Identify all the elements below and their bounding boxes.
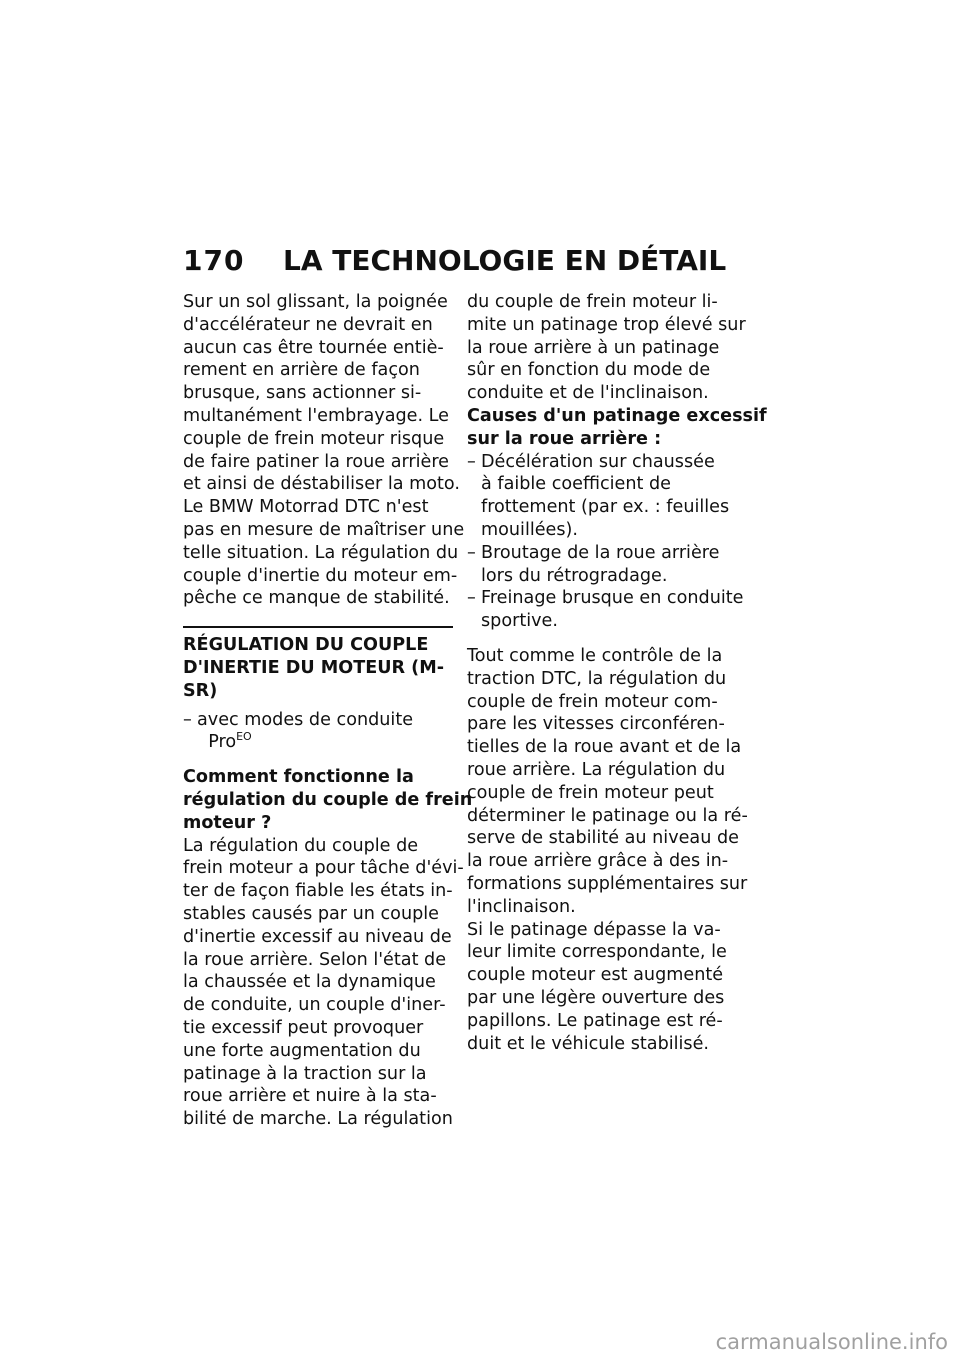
result-paragraph [467,919,742,1056]
text-line: une forte augmentation du [183,1040,421,1061]
text-line: leur limite correspondante, le [467,942,727,963]
bullet-dash: – [467,588,476,609]
subheading-line: régulation du couple de frein [183,789,473,810]
intro-paragraph [183,291,465,610]
text-line: conduite et de l'inclinaison. [467,383,709,404]
text-line: ter de façon fiable les états in- [183,881,453,902]
heading-line: sur la roue arrière : [467,428,662,449]
text-line: sûr en fonction du mode de [467,360,711,381]
text-line: rement en arrière de façon [183,360,420,381]
left-column [183,291,473,1131]
bullet-text: avec modes de conduite [197,709,414,730]
text-line: Tout comme le contrôle de la [467,645,723,666]
text-line: stables causés par un couple [183,903,439,924]
bullet-text: frottement (par ex. : feuilles [481,497,730,518]
bullet-text: Broutage de la roue arrière [481,542,720,563]
text-line: de conduite, un couple d'iner- [183,995,446,1016]
watermark-text: carmanualsonline.info [715,1330,948,1354]
text-line: la chaussée et la dynamique [183,972,436,993]
text-line: tielles de la roue avant et de la [467,737,742,758]
heading-line: RÉGULATION DU COUPLE [183,635,429,656]
text-line: Le BMW Motorrad DTC n'est [183,497,429,518]
cause-item [467,451,742,542]
text-line: mite un patinage trop élevé sur [467,314,746,335]
bullet-dash: – [183,709,192,730]
text-line: pare les vitesses circonféren- [467,714,725,735]
body-paragraph [183,835,464,1131]
text-line: La régulation du couple de [183,835,419,856]
page-number: 170 [183,244,245,277]
bullet-text: mouillées). [481,519,578,540]
right-column [467,291,767,1055]
heading-line: D'INERTIE DU MOTEUR (M- [183,657,445,678]
section-title: LA TECHNOLOGIE EN DÉTAIL [283,244,727,277]
text-line: tie excessif peut provoquer [183,1017,424,1038]
heading-line: Causes d'un patinage excessif [467,405,767,426]
bullet-text: sportive. [481,611,558,632]
text-line: pêche ce manque de stabilité. [183,588,450,609]
comparison-paragraph [467,645,748,919]
text-line: pas en mesure de maîtriser une [183,519,465,540]
cause-item [467,542,742,588]
text-line: du couple de frein moteur li- [467,292,718,312]
text-line: par une légère ouverture des [467,987,725,1008]
text-line: couple de frein moteur peut [467,782,714,803]
bullet-text: à faible coefficient de [481,474,672,495]
subheading [183,766,473,834]
text-line: roue arrière et nuire à la sta- [183,1086,437,1107]
text-line: duit et le véhicule stabilisé. [467,1033,709,1054]
text-line: de faire patiner la roue arrière [183,451,450,472]
text-line: serve de stabilité au niveau de [467,828,739,849]
text-line: brusque, sans actionner si- [183,383,422,404]
causes-heading [467,405,767,451]
mode-name: Pro [208,732,237,753]
text-line: couple de frein moteur com- [467,691,718,712]
text-line: formations supplémentaires sur [467,873,748,894]
text-line: d'inertie excessif au niveau de [183,926,452,947]
text-line: aucun cas être tournée entiè- [183,337,444,358]
text-line: papillons. Le patinage est ré- [467,1010,723,1031]
option-superscript: EO [236,730,252,744]
subheading-line: moteur ? [183,812,272,833]
subheading-line: Comment fonctionne la [183,767,414,788]
text-line: couple moteur est augmenté [467,965,724,986]
text-line: multanément l'embrayage. Le [183,405,449,426]
text-line: la roue arrière. Selon l'état de [183,949,447,970]
bullet-text: Freinage brusque en conduite [481,588,744,609]
bullet-text: lors du rétrogradage. [481,565,668,586]
text-line: d'accélérateur ne devrait en [183,314,433,335]
text-line: la roue arrière grâce à des in- [467,851,729,872]
bullet-dash: – [467,451,476,472]
section-heading [183,626,453,702]
text-line: telle situation. La régulation du [183,542,459,563]
text-line: l'inclinaison. [467,896,576,917]
heading-line: SR) [183,680,218,701]
text-line: Si le patinage dépasse la va- [467,919,721,940]
option-bullet [183,709,453,755]
text-line: roue arrière. La régulation du [467,759,726,780]
text-line: et ainsi de déstabiliser la moto. [183,474,460,495]
text-line: bilité de marche. La régulation [183,1109,453,1130]
text-line: couple d'inertie du moteur em- [183,565,458,586]
text-line: Sur un sol glissant, la poignée [183,292,448,312]
text-line: frein moteur a pour tâche d'évi- [183,858,464,879]
text-line: patinage à la traction sur la [183,1063,427,1084]
bullet-text: Décélération sur chaussée [481,451,715,472]
continuation-paragraph [467,291,746,405]
text-line: traction DTC, la régulation du [467,668,727,689]
text-line: couple de frein moteur risque [183,428,445,449]
bullet-dash: – [467,542,476,563]
cause-item [467,587,742,633]
text-line: la roue arrière à un patinage [467,337,720,358]
bullet-text-line2 [197,731,453,754]
text-line: déterminer le patinage ou la ré- [467,805,748,826]
